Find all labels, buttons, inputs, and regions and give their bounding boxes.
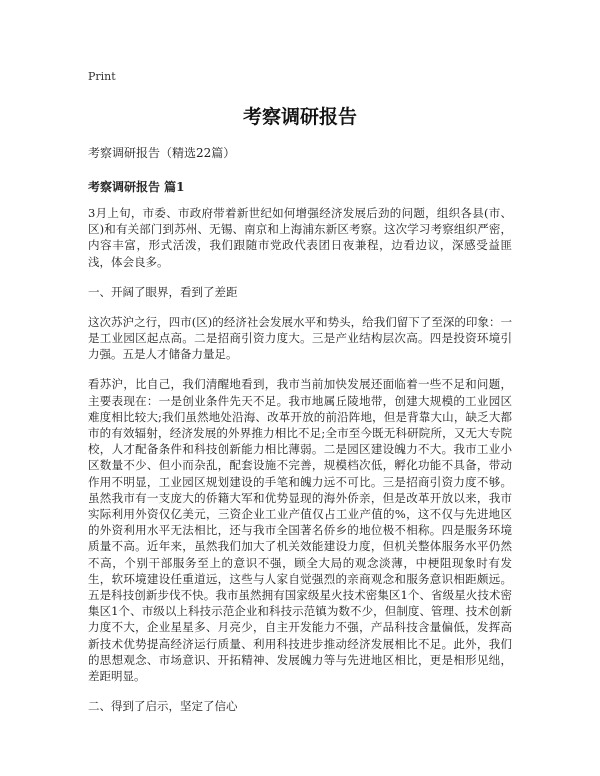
paragraph-impressions: 这次苏沪之行，四市(区)的经济社会发展水平和势头，给我们留下了至深的印象：一是工业园区起点高。二是招商引资力度大。三是产业结构层次高。四是投资环境引力强。五是人才储备力量足。	[88, 314, 512, 362]
document-subtitle: 考察调研报告（精选22篇）	[88, 146, 236, 160]
document-title: 考察调研报告	[242, 106, 357, 128]
print-label: Print	[88, 70, 116, 83]
subheading-2: 二、得到了启示，坚定了信心	[88, 699, 238, 714]
paragraph-gaps: 看苏沪，比自己，我们清醒地看到，我市当前加快发展还面临着一些不足和问题，主要表现在：一是创业条件先天不足。我市地属丘陵地带，创建大规模的工业园区难度相比较大;我们虽然地处沿海、改革开放的前沿阵地，但是背靠大山，缺乏大都市的有效辐射，经济发展的外界推力相比不足;全市至今既无科研院所，又无大专院校，人才配备条件和科技创新能力相比薄弱。二是园区建设魄力不大。我市工业小区数量不少、但小而杂乱，配套设施不完善，规模档次低，孵化功能不具备，带动作用不明显，工业园区规划建设的手笔和魄力远不可比。三是招商引资力度不够。虽然我市有一支庞大的侨籍大军和优势显现的海外侨亲，但是改革开放以来，我市实际利用外资仅亿美元，三资企业工业产值仅占工业产值的%，这不仅与先进地区的外资利用水平无法相比，还与我市全国著名侨乡的地位极不相称。四是服务环境质量不高。近年来，虽然我们加大了机关效能建设力度，但机关整体服务水平仍然不高，个别干部服务至上的意识不强，顾全大局的观念淡薄，中梗阻现象时有发生，软环境建设任重道远，这些与人家自觉强烈的亲商观念和服务意识相距颇远。五是科技创新步伐不快。我市虽然拥有国家级星火技术密集区1个、省级星火技术密集区1个、市级以上科技示范企业和科技示范镇为数不少，但制度、管理、技术创新力度不大，企业星星多、月亮少，自主开发能力不强，产品科技含量偏低，发挥高新技术优势提高经济运行质量、利用科技进步推动经济发展相比不足。此外，我们的思想观念、市场意识、开拓精神、发展魄力等与先进地区相比，更是相形见绌，差距明显。	[88, 377, 512, 684]
subheading-1: 一、开阔了眼界，看到了差距	[88, 284, 238, 299]
section-heading: 考察调研报告 篇1	[88, 180, 185, 194]
paragraph-intro: 3月上旬，市委、市政府带着新世纪如何增强经济发展后劲的问题，组织各县(市、区)和有关部门到苏州、无锡、南京和上海浦东新区考察。这次学习考察组织严密，内容丰富，形式活泼，我们跟随市党政代表团日夜兼程，边看边议，深感受益匪浅，体会良多。	[88, 206, 512, 269]
